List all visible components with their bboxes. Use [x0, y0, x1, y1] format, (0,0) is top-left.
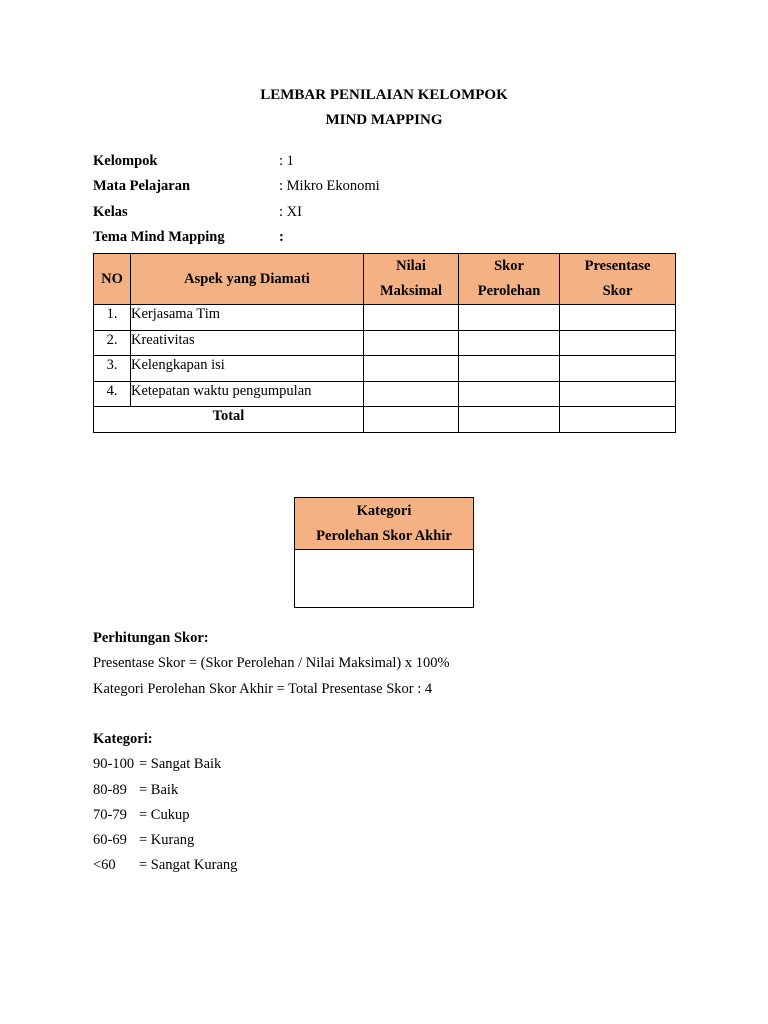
formula-kategori: Kategori Perolehan Skor Akhir = Total Presentase Skor : 4 — [93, 680, 433, 697]
kategori-label: = Baik — [139, 781, 179, 798]
kategori-label: = Cukup — [139, 806, 190, 823]
kategori-label: = Sangat Baik — [139, 756, 222, 773]
info-label: Tema Mind Mapping — [93, 228, 225, 245]
cell-no: 2. — [94, 330, 131, 356]
kategori-box-line2: Perolehan Skor Akhir — [316, 527, 452, 544]
formula-presentase: Presentase Skor = (Skor Perolehan / Nilai Maksimal) x 100% — [93, 655, 450, 672]
info-label: Kelas — [93, 203, 128, 220]
kategori-heading: Kategori: — [93, 731, 153, 747]
cell-aspek: Ketepatan waktu pengumpulan — [131, 381, 364, 407]
table-row — [94, 381, 676, 407]
header-text: Nilai — [396, 258, 426, 274]
info-block — [93, 152, 380, 253]
cell-presentase[interactable] — [560, 356, 676, 382]
perhitungan-heading: Perhitungan Skor: — [93, 630, 209, 646]
info-row-tema — [93, 228, 380, 253]
total-skor[interactable] — [459, 407, 560, 433]
cell-skor[interactable] — [459, 330, 560, 356]
table-row — [94, 356, 676, 382]
cell-presentase[interactable] — [560, 305, 676, 331]
kategori-box-value[interactable] — [295, 550, 474, 608]
kategori-box — [294, 497, 474, 608]
kategori-range: 90-100 — [93, 756, 135, 773]
document-title: LEMBAR PENILAIAN KELOMPOK — [260, 87, 508, 103]
cell-no: 3. — [94, 356, 131, 382]
cell-skor[interactable] — [459, 356, 560, 382]
perhitungan-section — [93, 626, 450, 702]
header-text: Maksimal — [379, 283, 443, 299]
info-value: : — [279, 228, 284, 245]
kategori-label: = Sangat Kurang — [139, 857, 238, 874]
assessment-table — [93, 253, 676, 433]
cell-aspek: Kelengkapan isi — [131, 356, 364, 382]
total-nilai[interactable] — [364, 407, 459, 433]
kategori-item — [93, 778, 237, 803]
kategori-range: 70-79 — [93, 806, 127, 823]
header-text: Perolehan — [477, 283, 541, 299]
kategori-item — [93, 853, 237, 878]
cell-nilai[interactable] — [364, 381, 459, 407]
document-subtitle: MIND MAPPING — [325, 112, 443, 128]
info-row-mata-pelajaran — [93, 177, 380, 202]
cell-skor[interactable] — [459, 381, 560, 407]
cell-nilai[interactable] — [364, 305, 459, 331]
total-label: Total — [94, 407, 364, 433]
cell-no: 4. — [94, 381, 131, 407]
kategori-range: 80-89 — [93, 781, 127, 798]
cell-skor[interactable] — [459, 305, 560, 331]
cell-aspek: Kreativitas — [131, 330, 364, 356]
info-row-kelompok — [93, 152, 380, 177]
cell-presentase[interactable] — [560, 330, 676, 356]
info-row-kelas — [93, 203, 380, 228]
cell-presentase[interactable] — [560, 381, 676, 407]
kategori-item — [93, 828, 237, 853]
info-value: : XI — [279, 203, 302, 220]
table-row — [94, 305, 676, 331]
header-no: NO — [94, 254, 131, 305]
cell-nilai[interactable] — [364, 330, 459, 356]
kategori-box-header — [295, 498, 474, 550]
info-value: : Mikro Ekonomi — [279, 178, 380, 195]
header-nilai-maksimal — [364, 254, 459, 305]
kategori-range: 60-69 — [93, 832, 127, 849]
header-skor-perolehan — [459, 254, 560, 305]
info-label: Mata Pelajaran — [93, 178, 191, 195]
kategori-section — [93, 727, 237, 879]
cell-nilai[interactable] — [364, 356, 459, 382]
header-text: Skor — [602, 283, 633, 299]
table-header-row — [94, 254, 676, 305]
header-aspek: Aspek yang Diamati — [131, 254, 364, 305]
table-row — [94, 330, 676, 356]
kategori-box-line1: Kategori — [356, 502, 412, 519]
kategori-range: <60 — [93, 857, 116, 874]
kategori-item — [93, 752, 237, 777]
info-value: : 1 — [279, 153, 294, 169]
kategori-label: = Kurang — [139, 832, 195, 849]
total-presentase[interactable] — [560, 407, 676, 433]
kategori-item — [93, 803, 237, 828]
cell-no: 1. — [94, 305, 131, 331]
table-total-row — [94, 407, 676, 433]
header-presentase-skor — [560, 254, 676, 305]
header-text: Skor — [494, 258, 524, 274]
header-text: Presentase — [584, 258, 651, 274]
info-label: Kelompok — [93, 153, 158, 169]
cell-aspek: Kerjasama Tim — [131, 305, 364, 331]
